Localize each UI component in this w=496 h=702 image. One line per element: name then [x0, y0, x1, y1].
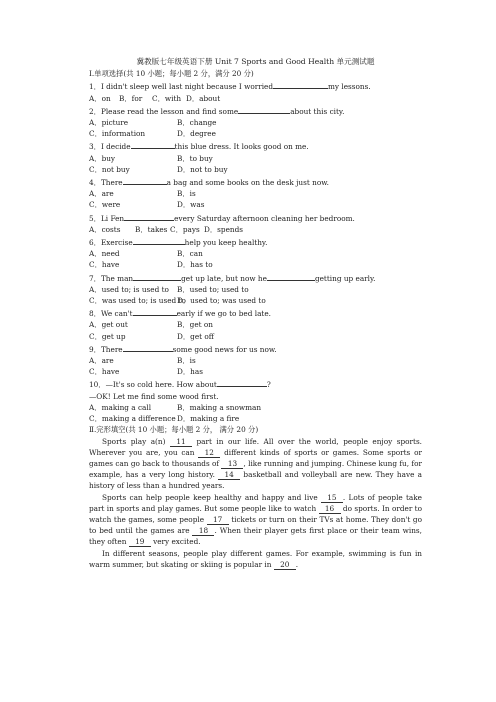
answer-blank	[131, 139, 175, 149]
question-10-reply: —OK! Let me find some wood first.	[89, 391, 219, 401]
option-c: C．pays	[170, 224, 200, 234]
question-9-options-row-1	[89, 355, 422, 366]
option-b: B．can	[177, 249, 203, 259]
option-c: C．have	[89, 260, 120, 270]
question-6-options-row-1	[89, 248, 422, 259]
cloze-blank-19: 19	[129, 537, 151, 547]
option-d: D．not to buy	[177, 164, 228, 174]
question-7-options-row-1	[89, 284, 422, 295]
option-b: B．to buy	[177, 153, 213, 163]
option-d: D．used to; was used to	[177, 296, 266, 306]
question-3: 3．I decide this blue dress. It looks good on me.	[89, 139, 422, 152]
option-a: A．are	[89, 189, 114, 199]
option-c: C．with	[152, 93, 182, 103]
option-a: A．are	[89, 356, 114, 366]
question-9: 9．There some good news for us now.	[89, 342, 422, 355]
section-heading-cloze: Ⅱ.完形填空(共 10 小题；每小题 2 分， 满分 20 分)	[89, 425, 259, 435]
question-9-options-row-2	[89, 366, 422, 377]
question-7: 7．The man get up late, but now he getting up early.	[89, 271, 422, 284]
option-d: D．was	[177, 200, 205, 210]
question-2: 2．Please read the lesson and find some about this city.	[89, 104, 422, 117]
cloze-blank-15: 15	[321, 493, 343, 503]
question-10-options-row-1	[89, 402, 422, 413]
option-c: C．not buy	[89, 164, 130, 174]
option-a: A．costs	[89, 224, 121, 234]
option-b: B．get on	[177, 320, 213, 330]
question-6-options-row-2	[89, 259, 422, 270]
cloze-blank-18: 18	[192, 526, 214, 536]
answer-blank	[133, 235, 185, 245]
option-c: C．making a difference	[89, 414, 176, 424]
option-a: A．on	[89, 93, 111, 103]
option-c: C．were	[89, 200, 121, 210]
option-a: A．used to; is used to	[89, 284, 169, 294]
question-4: 4．There a bag and some books on the desk just now.	[89, 175, 422, 188]
cloze-blank-11: 11	[170, 437, 192, 447]
question-6: 6．Exercise help you keep healthy.	[89, 235, 422, 248]
option-d: D．making a fire	[177, 414, 240, 424]
question-2-options-row-1	[89, 117, 422, 128]
option-c: C．was used to; is used to	[89, 296, 186, 306]
option-b: B．takes	[135, 224, 168, 234]
option-c: C．information	[89, 129, 146, 139]
option-b: B．is	[177, 189, 196, 199]
section-heading-multiple-choice: Ⅰ.单项选择(共 10 小题；每小题 2 分，满分 20 分)	[89, 69, 254, 79]
option-a: A．buy	[89, 153, 116, 163]
question-5-options	[89, 224, 422, 235]
page-title: 冀教版七年级英语下册 Unit 7 Sports and Good Health 单元测试题	[136, 57, 375, 66]
cloze-blank-16: 16	[319, 504, 341, 514]
answer-blank	[217, 377, 267, 387]
option-c: C．get up	[89, 331, 126, 341]
question-4-options-row-2	[89, 199, 422, 210]
cloze-blank-20: 20	[274, 560, 296, 570]
answer-blank	[123, 342, 173, 352]
option-b: B．change	[177, 118, 217, 128]
question-8-options-row-2	[89, 331, 422, 342]
question-8-options-row-1	[89, 319, 422, 330]
option-d: D．get off	[177, 331, 214, 341]
question-3-options-row-1	[89, 153, 422, 164]
option-a: A．need	[89, 249, 120, 259]
option-c: C．have	[89, 367, 120, 377]
answer-blank	[273, 79, 328, 89]
answer-blank	[238, 104, 290, 114]
option-d: D．spends	[204, 224, 243, 234]
question-8: 8．We can't early if we go to bed late.	[89, 306, 422, 319]
option-a: A．making a call	[89, 402, 152, 412]
answer-blank	[133, 271, 181, 281]
question-7-options-row-2	[89, 295, 422, 306]
question-2-options-row-2	[89, 128, 422, 139]
option-d: D．has	[177, 367, 203, 377]
cloze-blank-12: 12	[198, 448, 220, 458]
question-1: 1．I didn't sleep well last night because I worried my lessons.	[89, 79, 422, 92]
option-d: D．has to	[177, 260, 213, 270]
question-4-options-row-1	[89, 188, 422, 199]
option-b: B．is	[177, 356, 196, 366]
answer-blank	[124, 211, 174, 221]
option-d: D．degree	[177, 129, 216, 139]
cloze-blank-17: 17	[207, 515, 229, 525]
option-a: A．picture	[89, 118, 129, 128]
cloze-blank-13: 13	[221, 459, 243, 469]
answer-blank	[123, 175, 167, 185]
cloze-paragraph-3: In different seasons, people play different games. For example, swimming is fun in warm summer, but skating or skiing is popular in 20 .	[89, 548, 422, 569]
option-b: B．used to; used to	[177, 284, 249, 294]
cloze-blank-14: 14	[218, 470, 240, 480]
answer-blank	[267, 271, 315, 281]
question-3-options-row-2	[89, 164, 422, 175]
question-5: 5．Li Fen every Saturday afternoon cleaning her bedroom.	[89, 211, 422, 224]
option-a: A．get out	[89, 320, 128, 330]
question-10: 10．—It's so cold here. How about ?	[89, 377, 422, 390]
question-10-options-row-2	[89, 413, 422, 424]
question-1-options	[89, 93, 422, 104]
option-b: B．for	[119, 93, 143, 103]
cloze-paragraph-2: Sports can help people keep healthy and happy and live 15 . Lots of people take part in sports and play games. But some people like to watch 16 do sports. In order to watch the games, some people 17 tickets or turn on their TVs at home. They don't go to bed until the games are 18 . When their player gets first place or their team wins, they often 19 very excited.	[89, 492, 423, 547]
cloze-paragraph-1: Sports play a(n) 11 part in our life. All over the world, people enjoy sports. Wherever you are, you can 12 different kinds of sports or games. Some sports or games can go back to thousands of 13 , like running and jumping. Chinese kung fu, for example, has a very long history. 14 basketball and volleyball are new. They have a history of less than a hundred years.	[89, 436, 423, 491]
option-d: D．about	[186, 93, 221, 103]
option-b: B．making a snowman	[177, 402, 262, 412]
answer-blank	[133, 306, 177, 316]
